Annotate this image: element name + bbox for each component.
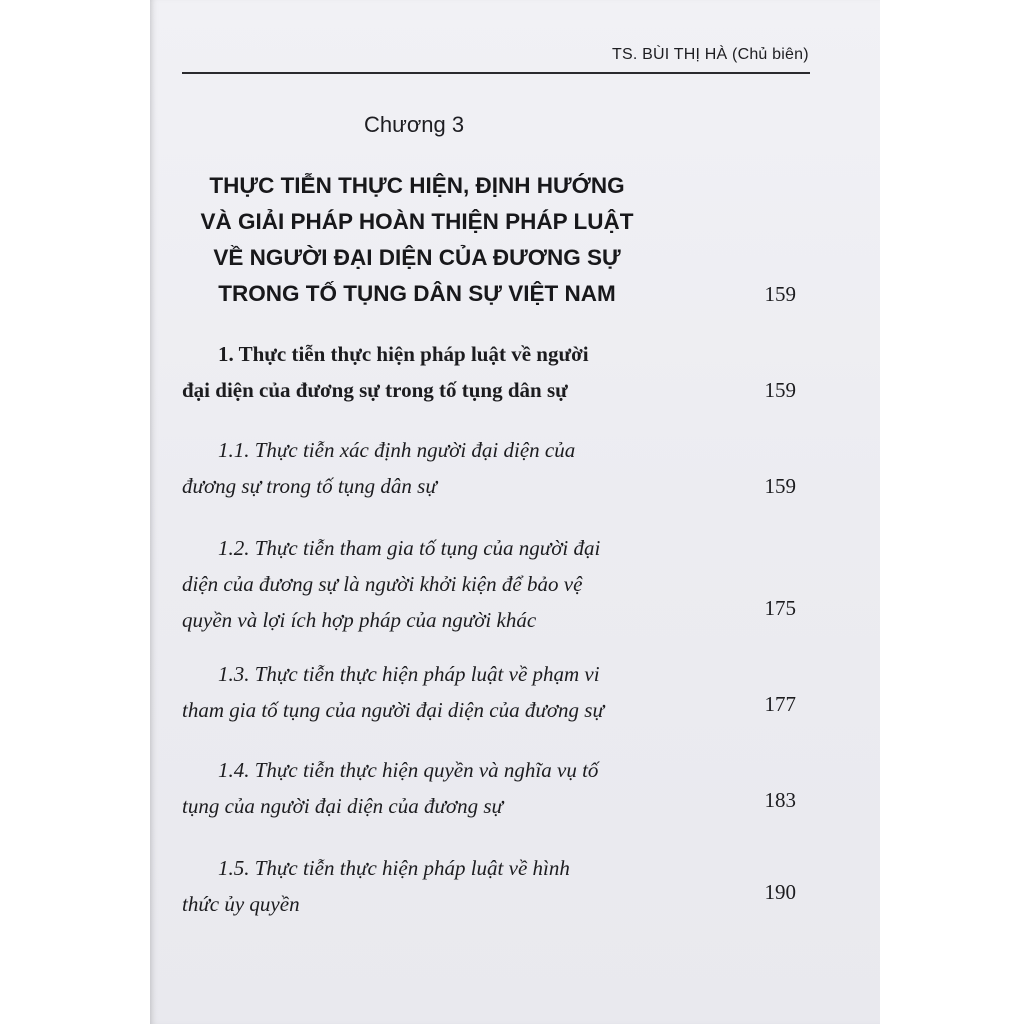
chapter-page-number: 159	[764, 282, 796, 306]
toc-entry-line: đại diện của đương sự trong tố tụng dân sự	[182, 378, 568, 402]
right-background	[880, 0, 1024, 1024]
chapter-title-line: VÀ GIẢI PHÁP HOÀN THIỆN PHÁP LUẬT	[200, 209, 634, 234]
toc-page-number: 159	[764, 474, 796, 498]
toc-entry-line: 1.5. Thực tiễn thực hiện pháp luật về hình	[218, 856, 570, 880]
toc-entry-1-5	[182, 850, 672, 922]
toc-entry-line: quyền và lợi ích hợp pháp của người khác	[182, 608, 537, 632]
toc-page-number: 183	[764, 788, 796, 812]
left-background	[0, 0, 150, 1024]
toc-entry-1-4	[182, 752, 672, 824]
toc-page-number: 159	[764, 378, 796, 402]
toc-entry-line: 1.4. Thực tiễn thực hiện quyền và nghĩa vụ tố	[218, 758, 599, 782]
toc-entry-1-2	[182, 530, 672, 638]
toc-entry-line: 1.3. Thực tiễn thực hiện pháp luật về phạm vi	[218, 662, 600, 686]
chapter-label: Chương 3	[364, 112, 465, 137]
toc-entry-line: 1.2. Thực tiễn tham gia tố tụng của người đại	[218, 536, 601, 560]
toc-entry-1-1	[182, 432, 672, 504]
toc-entry-1-3	[182, 656, 672, 728]
running-header-author: TS. BÙI THỊ HÀ (Chủ biên)	[612, 46, 809, 63]
chapter-title-line: THỰC TIỄN THỰC HIỆN, ĐỊNH HƯỚNG	[209, 173, 625, 198]
toc-page-number: 177	[764, 692, 796, 716]
toc-entry-line: đương sự trong tố tụng dân sự	[182, 474, 437, 498]
toc-page-number: 175	[764, 596, 796, 620]
toc-entry-1	[182, 336, 672, 408]
chapter-title	[182, 168, 652, 312]
chapter-title-line: TRONG TỐ TỤNG DÂN SỰ VIỆT NAM	[218, 281, 616, 306]
toc-entry-line: 1. Thực tiễn thực hiện pháp luật về người	[218, 342, 589, 366]
toc-page-number: 190	[764, 880, 796, 904]
toc-entry-line: tham gia tố tụng của người đại diện của đương sự	[182, 698, 604, 722]
toc-entry-line: thức ủy quyền	[182, 892, 300, 916]
toc-entry-line: tụng của người đại diện của đương sự	[182, 794, 503, 818]
header-rule	[182, 72, 810, 74]
toc-entry-line: 1.1. Thực tiễn xác định người đại diện của	[218, 438, 576, 462]
chapter-title-line: VỀ NGƯỜI ĐẠI DIỆN CỦA ĐƯƠNG SỰ	[213, 245, 621, 270]
toc-entry-line: diện của đương sự là người khởi kiện để bảo vệ	[182, 572, 583, 596]
